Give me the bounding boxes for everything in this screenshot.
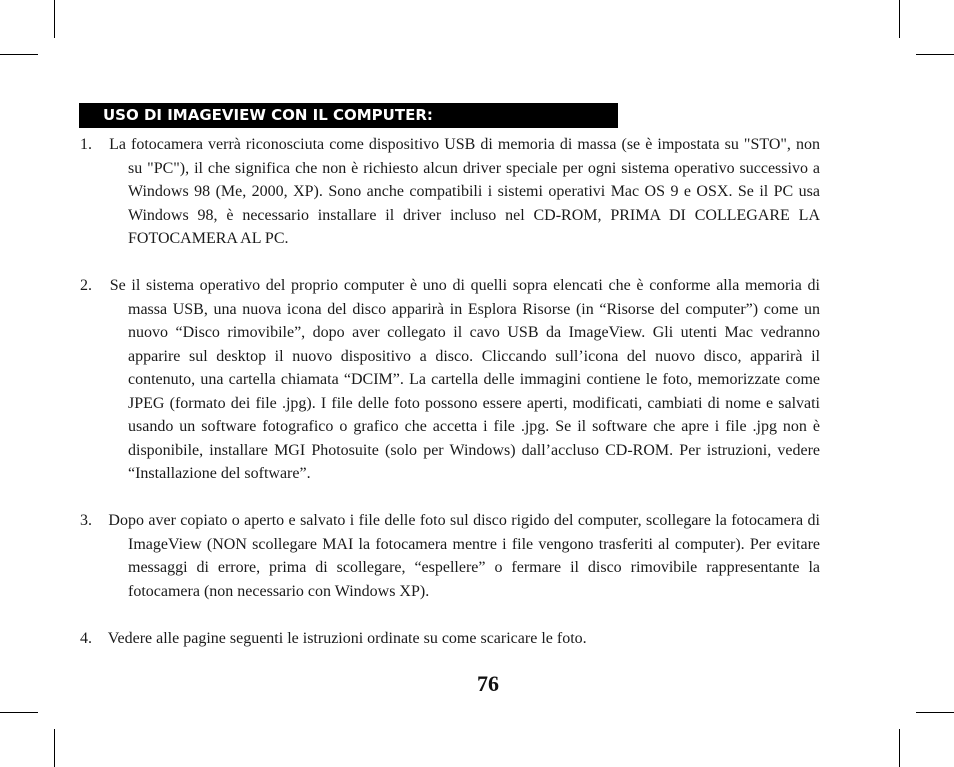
item-text: La fotocamera verrà riconosciuta come dispositivo USB di memoria di massa (se è impostata su "STO", non su "PC"), il che significa che non è richiesto alcun driver speciale per ogni sistema operativo successivo a Windows 98 (Me, 2000, XP). Sono anche compatibili i sistemi operativi Mac OS 9 e OSX. Se il PC usa Windows 98, è necessario installare il driver incluso nel CD-ROM, PRIMA DI COLLEGARE LA FOTOCAMERA AL PC.: [109, 136, 820, 247]
item-text: Vedere alle pagine seguenti le istruzioni ordinate su come scaricare le foto.: [107, 629, 587, 647]
crop-mark-bottom-right: [899, 729, 900, 767]
section-title: USO DI IMAGEVIEW CON IL COMPUTER:: [103, 106, 433, 124]
item-text: Se il sistema operativo del proprio computer è uno di quelli sopra elencati che è conforme alla memoria di massa USB, una nuova icona del disco apparirà in Esplora Risorse (in “Risorse del computer”) come un nuovo “Disco rimovibile”, dopo aver collegato il cavo USB da ImageView. Gli utenti Mac vedranno apparire sul desktop il nuovo dispositivo a disco. Cliccando sull’icona del nuovo disco, apparirà il contenuto, una cartella chiamata “DCIM”. La cartella delle immagini contiene le foto, memorizzate come JPEG (formato dei file .jpg). I file delle foto possono essere aperti, modificati, cambiati di nome e salvati usando un software fotografico o grafico che accetta i file .jpg. Se il software che apre i file .jpg non è disponibile, installare MGI Photosuite (solo per Windows) dall’accluso CD-ROM. Per istruzioni, vedere “Installazione del software”.: [109, 277, 820, 482]
crop-mark-bottom-right: [916, 712, 954, 713]
list-item: 4. Vedere alle pagine seguenti le istruzioni ordinate su come scaricare le foto.: [80, 629, 587, 647]
crop-mark-top-left: [54, 0, 55, 38]
item-text: Dopo aver copiato o aperto e salvato i file delle foto sul disco rigido del computer, scollegare la fotocamera di ImageView (NON scollegare MAI la fotocamera mentre i file vengono trasferiti al computer). Per evitare messaggi di errore, prima di scollegare, “espellere” o fermare il disco rimovibile rappresentante la fotocamera (non necessario con Windows XP).: [108, 512, 821, 600]
list-item: 3. Dopo aver copiato o aperto e salvato i file delle foto sul disco rigido del computer, scollegare la fotocamera di ImageView (NON scollegare MAI la fotocamera mentre i file vengono trasferiti al computer). Per evitare messaggi di errore, prima di scollegare, “espellere” o fermare il disco rimovibile rappresentante la fotocamera (non necessario con Windows XP).: [80, 512, 821, 600]
list-item: 1. La fotocamera verrà riconosciuta come dispositivo USB di memoria di massa (se è impostata su "STO", non su "PC"), il che significa che non è richiesto alcun driver speciale per ogni sistema operativo successivo a Windows 98 (Me, 2000, XP). Sono anche compatibili i sistemi operativi Mac OS 9 e OSX. Se il PC usa Windows 98, è necessario installare il driver incluso nel CD-ROM, PRIMA DI COLLEGARE LA FOTOCAMERA AL PC.: [80, 136, 820, 247]
instruction-list: [80, 133, 821, 650]
crop-mark-top-left: [0, 54, 38, 55]
crop-mark-bottom-left: [0, 712, 38, 713]
crop-mark-top-right: [899, 0, 900, 38]
section-header: [79, 103, 618, 128]
page-number: 76: [477, 671, 499, 696]
crop-mark-bottom-left: [54, 729, 55, 767]
crop-mark-top-right: [916, 54, 954, 55]
list-item: 2. Se il sistema operativo del proprio computer è uno di quelli sopra elencati che è conforme alla memoria di massa USB, una nuova icona del disco apparirà in Esplora Risorse (in “Risorse del computer”) come un nuovo “Disco rimovibile”, dopo aver collegato il cavo USB da ImageView. Gli utenti Mac vedranno apparire sul desktop il nuovo dispositivo a disco. Cliccando sull’icona del nuovo disco, apparirà il contenuto, una cartella chiamata “DCIM”. La cartella delle immagini contiene le foto, memorizzate come JPEG (formato dei file .jpg). I file delle foto possono essere aperti, modificati, cambiati di nome e salvati usando un software fotografico o grafico che accetta i file .jpg. Se il software che apre i file .jpg non è disponibile, installare MGI Photosuite (solo per Windows) dall’accluso CD-ROM. Per istruzioni, vedere “Installazione del software”.: [80, 277, 820, 482]
